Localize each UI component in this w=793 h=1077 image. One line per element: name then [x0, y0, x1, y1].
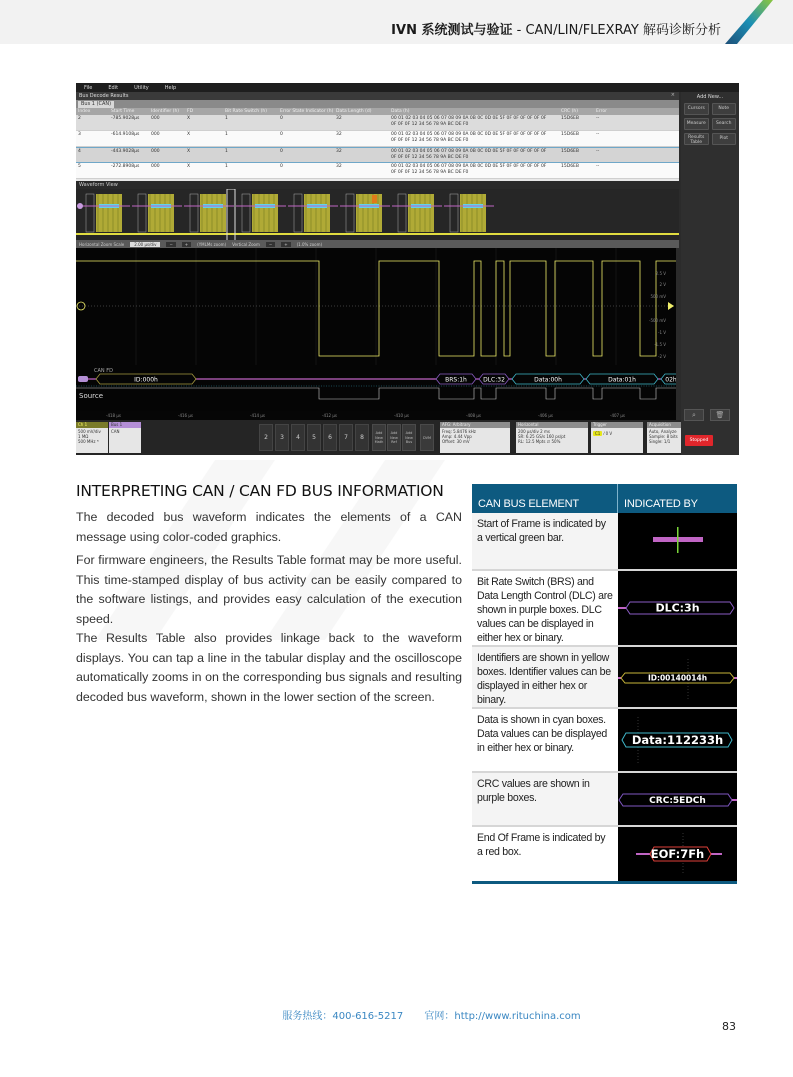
bus-decode-results-panel	[76, 92, 679, 181]
h-zoom-position: (YMLMs zoom)	[197, 241, 227, 247]
horizontal-record-length: RL: 12.5 Mpts ∅ 50%	[518, 439, 561, 444]
cell-crc: 15D6EB	[561, 116, 579, 121]
cell-data-line1: 00 01 02 03 04 05 06 07 08 09 0A 0B 0C 0D 0E 5F 0F 0F 0F 0F 0F 0F	[391, 132, 547, 137]
start-of-frame-marker-icon	[618, 513, 737, 569]
page-number: 83	[722, 1020, 736, 1033]
h-zoom-label: Horizontal Zoom Scale	[79, 241, 125, 247]
tab-bus1-can[interactable]: Bus 1 (CAN)	[78, 101, 114, 108]
acquisition-badge[interactable]	[647, 422, 681, 453]
table-header	[472, 484, 737, 513]
table-row[interactable]	[76, 115, 679, 131]
data-label: Data:112233h	[631, 733, 724, 747]
paragraph-1: The decoded bus waveform indicates the elements of a CAN message using color-coded graphics.	[76, 510, 462, 544]
column-header[interactable]: Error	[596, 109, 607, 114]
trigger-level-arrow-icon	[668, 302, 674, 310]
trigger-badge[interactable]	[591, 422, 643, 453]
cell-fd: X	[187, 132, 191, 137]
main-waveform-plot[interactable]	[76, 248, 676, 365]
decoded-brs-label: BRS:1h	[445, 376, 467, 384]
dvm-button[interactable]: DVM	[420, 424, 434, 451]
rising-edge-icon: ⁄	[603, 431, 605, 436]
acquisition-title: Acquisition	[647, 422, 681, 428]
cell-data-line2: 0F 0F 0F 12 34 56 78 9A BC DE F0	[391, 169, 469, 175]
column-header[interactable]: CRC (h)	[561, 109, 578, 114]
cell-index: 5	[78, 164, 81, 169]
source-waveform-path	[76, 388, 676, 399]
decoded-id-label: ID:000h	[134, 376, 158, 384]
table-row-dlc	[472, 571, 737, 647]
cell-brs: 1	[225, 149, 228, 154]
column-header[interactable]: Bit Rate Switch (h)	[225, 109, 267, 114]
row-description: Identifiers are shown in yellow boxes. Identifier values can be displayed in either hex or binary.	[472, 647, 618, 707]
header-title-bold: IVN 系统测试与验证	[391, 23, 513, 38]
cell-crc: 15D6EB	[561, 164, 579, 169]
acquisition-sample: Sample: 8 bits	[649, 434, 678, 439]
h-zoom-value[interactable]: 2.00 µs/div	[130, 242, 160, 247]
cell-data-line2: 0F 0F 0F 12 34 56 78 9A BC DE F0	[391, 137, 469, 143]
cell-fd: X	[187, 164, 191, 169]
cell-brs: 1	[225, 132, 228, 137]
decoded-data2-label: 02h	[665, 376, 676, 384]
zoom-icon[interactable]: ⌕	[684, 409, 704, 421]
v-zoom-label: Vertical Zoom	[232, 241, 260, 247]
cell-identifier: 000	[151, 116, 160, 121]
column-header[interactable]: Data (h)	[391, 109, 410, 114]
row-description: Start of Frame is indicated by a vertical green bar.	[472, 513, 618, 569]
cell-brs: 1	[225, 164, 228, 169]
cell-start-time: -443.9028µs	[111, 149, 140, 154]
cell-start-time: -614.9108µs	[111, 132, 140, 137]
cell-esi: 0	[280, 164, 283, 169]
cell-start-time: -272.8908µs	[111, 164, 140, 169]
column-header[interactable]: Start Time	[111, 109, 135, 114]
data-visual	[618, 709, 737, 771]
sof-visual	[618, 513, 737, 569]
time-tick-label: -408 µs	[466, 413, 481, 418]
channel-3-button[interactable]: 3	[275, 424, 289, 451]
zoom-bar	[76, 240, 679, 248]
cell-brs: 1	[225, 116, 228, 121]
time-tick-label: -407 µs	[610, 413, 625, 418]
cell-identifier: 000	[151, 164, 160, 169]
time-tick-label: -418 µs	[106, 413, 121, 418]
channel-6-button[interactable]: 6	[323, 424, 337, 451]
source-label: Source	[79, 392, 104, 400]
footer	[0, 1007, 793, 1022]
row-description: Bit Rate Switch (BRS) and Data Length Control (DLC) are shown in purple boxes. DLC values can be displayed in either hex or binary.	[472, 571, 618, 645]
ch1-trace	[76, 248, 676, 365]
channel-7-button[interactable]: 7	[339, 424, 353, 451]
header-indicated-by: INDICATED BY	[624, 498, 698, 510]
column-header[interactable]: Error State Indicator (h)	[280, 109, 334, 114]
ch1-scale: 500 mV/div	[78, 429, 101, 434]
add-new-bus-button[interactable]: Add New Bus	[402, 424, 416, 451]
channel-8-button[interactable]: 8	[355, 424, 369, 451]
cell-error: --	[596, 149, 600, 154]
cell-dlc: 32	[336, 132, 342, 137]
afg-badge[interactable]	[440, 422, 510, 453]
bus-label: CAN FD	[94, 368, 113, 374]
cell-esi: 0	[280, 149, 283, 154]
dlc-visual	[618, 571, 737, 645]
page-header	[0, 0, 793, 44]
header-title-rest: - CAN/LIN/FLEXRAY 解码诊断分析	[512, 23, 721, 38]
voltage-label: 2.5 V	[655, 271, 666, 276]
cell-fd: X	[187, 116, 191, 121]
row-description: End Of Frame is indicated by a red box.	[472, 827, 618, 881]
h-zoom-minus-button[interactable]: −	[166, 242, 175, 247]
cell-data-line1: 00 01 02 03 04 05 06 07 08 09 0A 0B 0C 0D 0E 5F 0F 0F 0F 0F 0F 0F	[391, 149, 547, 154]
decoded-data1-label: Data:01h	[608, 376, 636, 384]
results-table-header	[76, 108, 679, 115]
afg-offset: Offset: 30 mV	[442, 439, 470, 444]
ch1-title: Ch 1	[76, 422, 108, 428]
search-button[interactable]: Search	[712, 118, 737, 130]
afg-title: AFG: Arbitrary	[440, 422, 510, 428]
cell-index: 2	[78, 116, 81, 121]
row-description: CRC values are shown in purple boxes.	[472, 773, 618, 825]
trigger-title: Trigger	[591, 422, 643, 428]
channel-2-button[interactable]: 2	[259, 424, 273, 451]
eof-label: EOF:7Fh	[650, 847, 705, 861]
channel-5-button[interactable]: 5	[307, 424, 321, 451]
horizontal-sample-rate: SR: 6.25 GS/s 160 ps/pt	[518, 434, 566, 439]
crc-label: CRC:5EDCh	[649, 795, 706, 806]
voltage-label: -500 mV	[649, 318, 666, 323]
cell-error: --	[596, 116, 600, 121]
voltage-label: -2 V	[658, 354, 666, 359]
v-zoom-position: (1.0% zoom)	[296, 241, 323, 247]
voltage-label: -1 V	[658, 330, 666, 335]
overview-baseline	[76, 233, 679, 235]
table-row-sof	[472, 513, 737, 571]
close-icon[interactable]: ×	[670, 92, 675, 98]
note-button[interactable]: Note	[712, 103, 737, 115]
column-header[interactable]: Index	[78, 109, 91, 114]
h-zoom-plus-button[interactable]: +	[182, 242, 191, 247]
time-tick-label: -414 µs	[250, 413, 265, 418]
cell-data	[389, 131, 559, 146]
ch1-marker-icon	[77, 302, 85, 310]
table-row[interactable]	[76, 147, 679, 163]
overview-waveform[interactable]	[76, 189, 679, 241]
results-panel-title-bar	[76, 92, 679, 100]
header-accent-stripe-icon	[725, 0, 773, 44]
ch1-impedance: 1 MΩ	[78, 434, 89, 439]
column-header[interactable]: Data Length (d)	[336, 109, 372, 114]
menu-bar	[76, 83, 739, 92]
cell-error: --	[596, 164, 600, 169]
eof-visual	[618, 827, 737, 881]
cell-dlc: 32	[336, 164, 342, 169]
time-tick-label: -406 µs	[538, 413, 553, 418]
row-description: Data is shown in cyan boxes. Data values can be displayed in either hex or binary.	[472, 709, 618, 771]
footer-hotline: 服务热线：400-616-5217	[282, 1011, 404, 1022]
right-sidebar	[681, 92, 739, 455]
cell-crc: 15D6EB	[561, 132, 579, 137]
cursors-button[interactable]: Cursors	[684, 103, 709, 115]
bus-marker-icon	[77, 203, 83, 209]
cell-index: 4	[78, 149, 81, 154]
voltage-label: 2 V	[659, 282, 666, 287]
bus1-badge[interactable]	[109, 422, 141, 453]
horizontal-title: Horizontal	[516, 422, 588, 428]
bus1-title: Bus 1	[109, 422, 141, 428]
horizontal-scale: 200 µs/div 2 ms	[518, 429, 550, 434]
cell-index: 3	[78, 132, 81, 137]
cell-identifier: 000	[151, 149, 160, 154]
results-tab-bar	[76, 100, 679, 108]
decoded-bus-waveform	[76, 365, 676, 411]
cell-data	[389, 148, 559, 162]
table-row[interactable]	[76, 163, 679, 179]
ch1-badge[interactable]	[76, 422, 108, 453]
dlc-label: DLC:3h	[655, 601, 700, 615]
footer-website-link[interactable]: 官网：http://www.rituchina.com	[424, 1011, 581, 1022]
table-row-eof	[472, 827, 737, 881]
column-header[interactable]: FD	[187, 109, 194, 114]
v-zoom-plus-button[interactable]: +	[281, 242, 290, 247]
cell-data	[389, 115, 559, 130]
results-table-button[interactable]: Results Table	[684, 133, 709, 145]
id-visual	[618, 647, 737, 707]
paragraph-2: For firmware engineers, the Results Table format may be more useful. This time-stamped display of bus activity can be easily compared to the software listings, and provides easy calculation of the execution speed.	[76, 553, 462, 626]
horizontal-badge[interactable]	[516, 422, 588, 453]
measure-button[interactable]: Measure	[684, 118, 709, 130]
cell-dlc: 32	[336, 116, 342, 121]
menu-utility[interactable]: Utility	[134, 85, 149, 91]
header-can-bus-element: CAN BUS ELEMENT	[472, 484, 618, 513]
decoded-data0-label: Data:00h	[534, 376, 562, 384]
table-row-id	[472, 647, 737, 709]
table-bottom-rule	[472, 881, 737, 884]
run-stop-button[interactable]: Stopped	[685, 435, 713, 446]
menu-edit[interactable]: Edit	[108, 85, 119, 91]
cell-fd: X	[187, 149, 191, 154]
trash-icon[interactable]: 🗑	[710, 409, 730, 421]
trigger-channel: C1	[595, 431, 601, 436]
paragraph-3: The Results Table also provides linkage back to the waveform displays. You can tap a line in the tabular display and the oscilloscope automatically zooms in on the corresponding bus signals and resulting decoded bus waveform, shown in the lower section of the screen.	[76, 631, 462, 704]
cell-esi: 0	[280, 132, 283, 137]
waveform-view-title: Waveform View	[79, 182, 118, 188]
bus-marker-icon	[78, 376, 88, 382]
add-new-ref-button[interactable]: Add New Ref	[387, 424, 401, 451]
add-new-math-button[interactable]: Add New Math	[372, 424, 386, 451]
header-title	[391, 19, 721, 38]
time-tick-label: -416 µs	[178, 413, 193, 418]
waveform-view-overview	[76, 181, 679, 241]
time-tick-label: -410 µs	[394, 413, 409, 418]
cell-data-line2: 0F 0F 0F 12 34 56 78 9A BC DE F0	[391, 121, 469, 127]
bus1-type: CAN	[111, 429, 120, 434]
time-axis	[76, 411, 676, 420]
cell-dlc: 32	[336, 149, 342, 154]
cell-crc: 15D6EB	[561, 149, 579, 154]
time-tick-label: -412 µs	[322, 413, 337, 418]
menu-file[interactable]: File	[84, 85, 93, 91]
decoded-dlc-label: DLC:32	[483, 376, 505, 384]
identifier-label: ID:00140014h	[647, 673, 708, 683]
add-new-title: Add New...	[696, 94, 724, 100]
plot-button[interactable]: Plot	[712, 133, 737, 145]
afg-freq: Freq: 5.8476 kHz	[442, 429, 476, 434]
cell-error: --	[596, 132, 600, 137]
trigger-level: 0 V	[605, 431, 613, 436]
acquisition-mode: Auto, Analyze	[649, 429, 677, 434]
section-title: INTERPRETING CAN / CAN FD BUS INFORMATION	[76, 482, 444, 500]
acquisition-single: Single: 1/1	[649, 439, 671, 444]
can-bus-element-table	[472, 484, 737, 884]
cell-data-line1: 00 01 02 03 04 05 06 07 08 09 0A 0B 0C 0D 0E 5F 0F 0F 0F 0F 0F 0F	[391, 116, 547, 121]
crc-visual	[618, 773, 737, 825]
cell-data-line2: 0F 0F 0F 12 34 56 78 9A BC DE F0	[391, 154, 469, 160]
v-zoom-minus-button[interactable]: −	[266, 242, 275, 247]
oscilloscope-screenshot	[76, 83, 739, 455]
results-panel-title: Bus Decode Results	[79, 93, 129, 99]
cell-esi: 0	[280, 116, 283, 121]
trigger-marker-icon	[372, 195, 377, 203]
cell-data	[389, 163, 559, 178]
table-row-data	[472, 709, 737, 773]
voltage-label: -1.5 V	[654, 342, 666, 347]
cell-start-time: -785.9028µs	[111, 116, 140, 121]
table-row-crc	[472, 773, 737, 827]
channel-4-button[interactable]: 4	[291, 424, 305, 451]
cell-identifier: 000	[151, 132, 160, 137]
bottom-settings-bar	[76, 420, 681, 455]
cell-data-line1: 00 01 02 03 04 05 06 07 08 09 0A 0B 0C 0D 0E 5F 0F 0F 0F 0F 0F 0F	[391, 164, 547, 169]
afg-amp: Amp: 4.44 Vpp	[442, 434, 472, 439]
voltage-label: 500 mV	[650, 294, 666, 299]
column-header[interactable]: Identifier (h)	[151, 109, 180, 114]
ch1-bandwidth: 500 MHz ᴺ	[78, 439, 99, 444]
menu-help[interactable]: Help	[164, 85, 177, 91]
table-row[interactable]	[76, 131, 679, 147]
